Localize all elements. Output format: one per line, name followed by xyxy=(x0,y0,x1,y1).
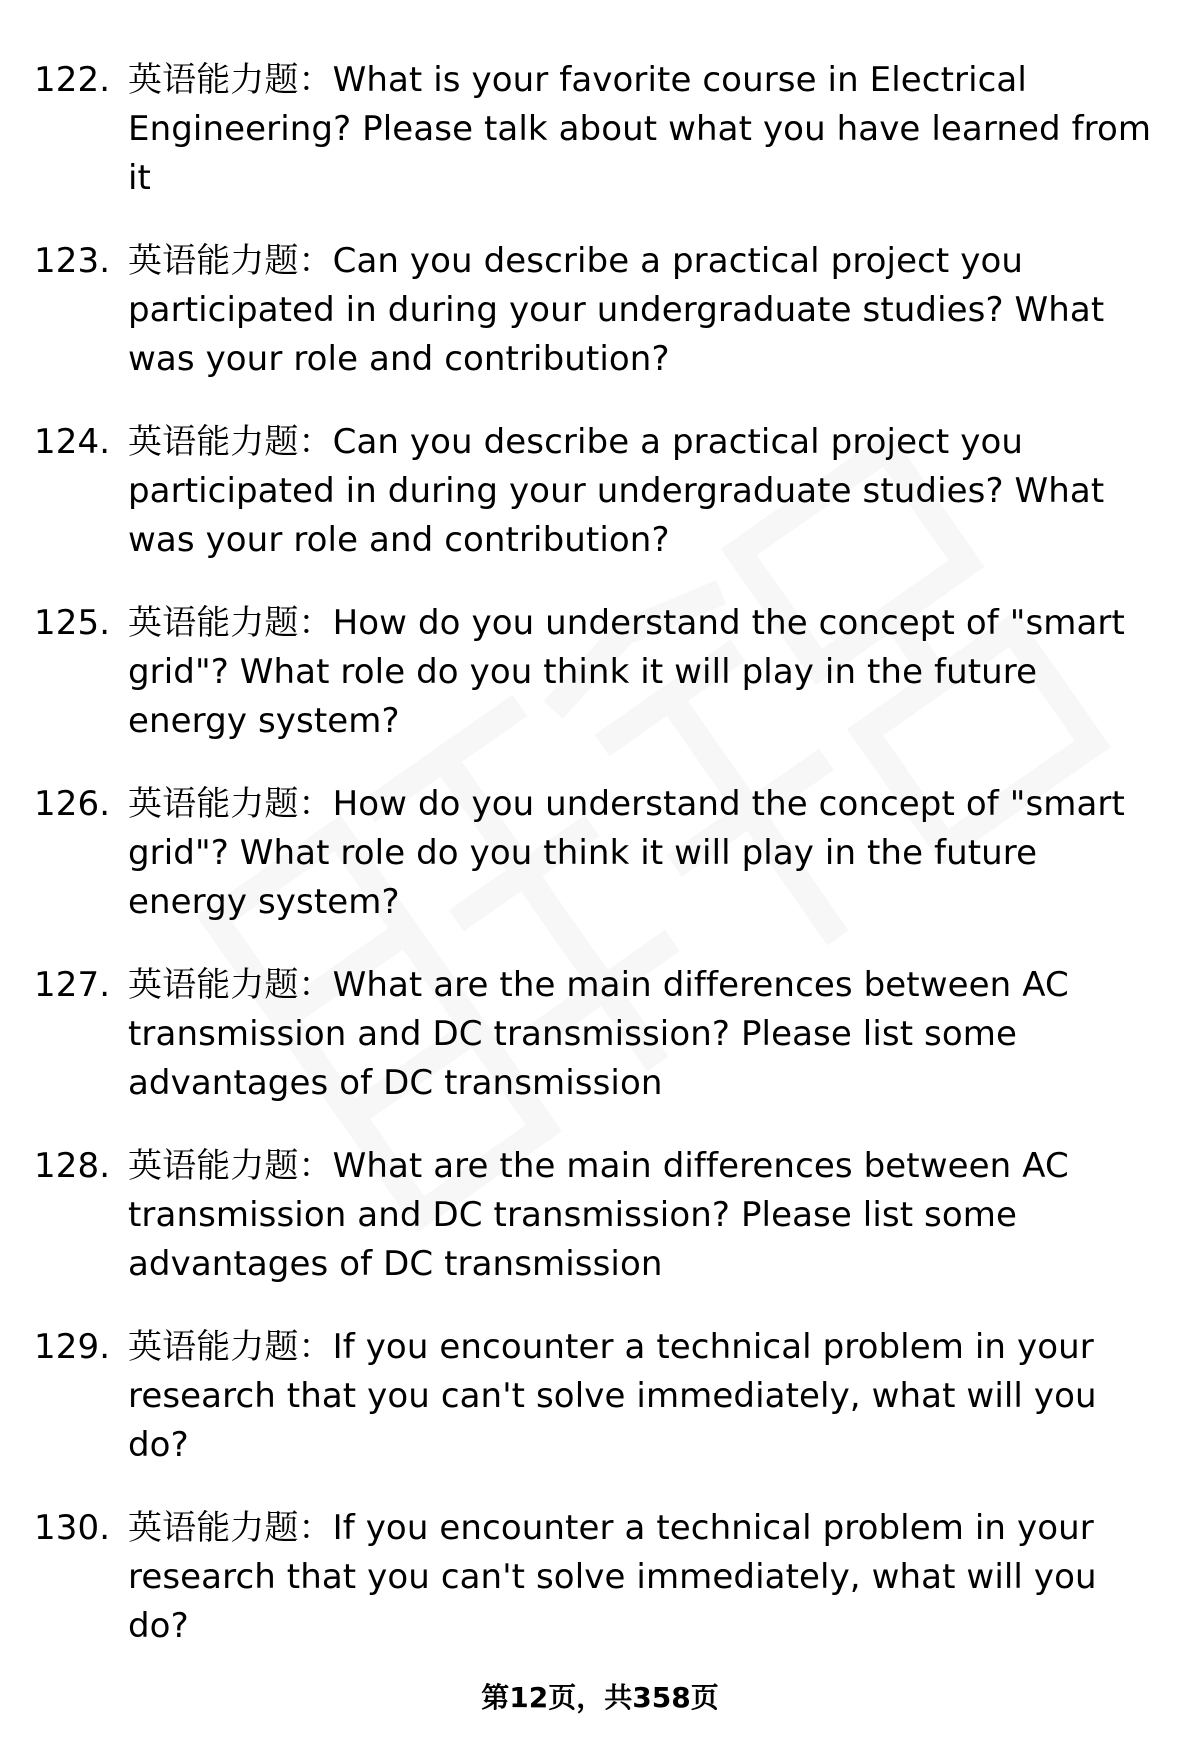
question-number: 125. xyxy=(34,603,111,643)
question-list xyxy=(34,56,1164,1651)
question-item xyxy=(34,418,1164,565)
question-text: 英语能力题：How do you understand the concept of "smart grid"? What role do you think it will play in the future energy system? xyxy=(128,603,1125,741)
question-number: 126. xyxy=(34,784,111,824)
question-text: 英语能力题：Can you describe a practical project you participated in during your undergraduate studies? What was your role and contribution? xyxy=(128,241,1105,379)
question-item xyxy=(34,1142,1164,1289)
question-number: 122. xyxy=(34,60,111,100)
question-item xyxy=(34,237,1164,384)
question-text: 英语能力题：What are the main differences between AC transmission and DC transmission? Please list some advantages of DC transmission xyxy=(128,965,1069,1103)
question-item xyxy=(34,780,1164,927)
question-number: 129. xyxy=(34,1327,111,1367)
question-item xyxy=(34,1504,1164,1651)
question-text: 英语能力题：If you encounter a technical problem in your research that you can't solve immediately, what will you do? xyxy=(128,1327,1097,1465)
question-number: 123. xyxy=(34,241,111,281)
question-number: 127. xyxy=(34,965,111,1005)
question-text: 英语能力题：If you encounter a technical problem in your research that you can't solve immediately, what will you do? xyxy=(128,1508,1097,1646)
question-text: 英语能力题：What are the main differences between AC transmission and DC transmission? Please list some advantages of DC transmission xyxy=(128,1146,1069,1284)
question-item xyxy=(34,56,1164,203)
question-item xyxy=(34,1323,1164,1470)
question-item xyxy=(34,961,1164,1108)
question-text: 英语能力题：Can you describe a practical project you participated in during your undergraduate studies? What was your role and contribution? xyxy=(128,422,1105,560)
question-number: 130. xyxy=(34,1508,111,1548)
question-item xyxy=(34,599,1164,746)
question-number: 128. xyxy=(34,1146,111,1186)
question-text: 英语能力题：How do you understand the concept of "smart grid"? What role do you think it will play in the future energy system? xyxy=(128,784,1125,922)
question-text: 英语能力题：What is your favorite course in Electrical Engineering? Please talk about what you have learned from it xyxy=(128,60,1152,198)
question-number: 124. xyxy=(34,422,111,462)
page-number-footer: 第12页，共358页 xyxy=(481,1681,719,1714)
